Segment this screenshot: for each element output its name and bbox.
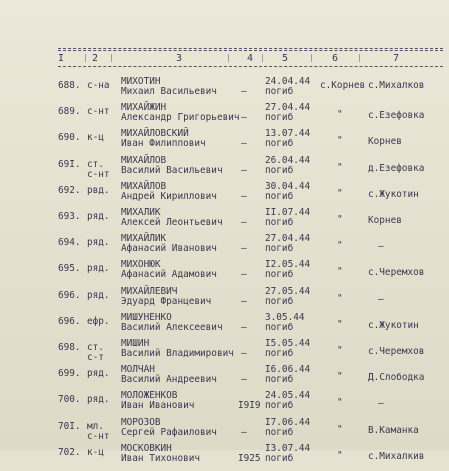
surname: МОЛОЖЕНКОВ — [121, 390, 178, 402]
death-date: 13.07.44 — [265, 128, 311, 140]
given-name-patronymic: Василий Андреевич — [121, 374, 217, 386]
record-number: 688. — [58, 80, 81, 91]
table-row — [0, 128, 449, 156]
fate-status: погиб — [265, 348, 294, 359]
column-header-1: I — [58, 53, 65, 64]
military-rank: ефр. — [87, 315, 110, 327]
column-header-7: 7 — [393, 53, 400, 64]
surname: МИХАЙЛОВ — [121, 154, 167, 166]
given-name-patronymic: Василий Васильевич — [121, 164, 223, 176]
given-name-patronymic: Иван Иванович — [121, 400, 195, 412]
fate-status: погиб — [265, 164, 294, 176]
surname: МИХОТИН — [121, 76, 161, 87]
surname: МИХОНЮК — [121, 259, 161, 271]
burial-village: Корнев — [368, 215, 402, 226]
burial-village: – — [378, 293, 384, 305]
death-date: II.07.44 — [265, 207, 311, 218]
table-rule-top — [58, 48, 443, 49]
death-date: I7.06.44 — [265, 416, 311, 428]
military-rank: ст. — [87, 342, 104, 353]
table-row — [0, 233, 449, 261]
record-number: 696. — [58, 315, 81, 327]
given-name-patronymic: Василий Алексеевич — [121, 321, 223, 333]
surname: МОЛЧАН — [121, 364, 155, 376]
record-number: 696. — [58, 289, 81, 301]
table-row — [0, 181, 449, 209]
column-separator — [228, 54, 229, 62]
given-name-patronymic: Андрей Кириллович — [121, 190, 217, 202]
fate-status: погиб — [265, 400, 294, 412]
surname: МИШУНЕНКО — [121, 311, 172, 323]
column-separator — [85, 54, 86, 62]
table-rule-top-2 — [58, 50, 443, 51]
military-rank: с-на — [87, 80, 110, 91]
burial-village: – — [378, 241, 384, 253]
table-rule-header-bottom — [58, 66, 443, 67]
fate-status: погиб — [265, 243, 294, 255]
empty-column-dash: – — [241, 217, 247, 228]
birth-year: I9I9 — [238, 400, 261, 412]
empty-column-dash: – — [241, 190, 247, 202]
given-name-patronymic: Александр Григорьевич — [121, 112, 240, 124]
empty-column-dash: – — [241, 112, 247, 124]
table-row — [0, 417, 449, 445]
military-rank: ряд. — [87, 237, 110, 249]
empty-column-dash: – — [241, 269, 247, 281]
column-header-6: 6 — [332, 53, 339, 64]
empty-column-dash: – — [241, 295, 247, 307]
burial-village: с.Михалков — [368, 80, 425, 91]
record-number: 700. — [58, 394, 81, 406]
burial-village: с.Черемхов — [368, 267, 425, 279]
death-date: 27.05.44 — [265, 285, 311, 297]
military-rank-line-2: с-нт — [87, 430, 110, 442]
surname: МИХАЙЛЕВИЧ — [121, 285, 178, 297]
record-number: 699. — [58, 368, 81, 380]
surname: МИХАЙЖИН — [121, 102, 167, 114]
death-date: I2.05.44 — [265, 259, 311, 271]
burial-village: В.Каманка — [368, 424, 419, 436]
table-row — [0, 312, 449, 340]
burial-place: " — [337, 161, 343, 173]
death-date: 3.05.44 — [265, 311, 305, 323]
death-date: 27.04.44 — [265, 102, 311, 114]
military-rank: к-ц — [87, 446, 104, 458]
table-row — [0, 207, 449, 235]
empty-column-dash: – — [241, 164, 247, 176]
empty-column-dash: – — [241, 86, 247, 97]
military-rank-line-2: с-т — [87, 352, 104, 363]
table-row — [0, 102, 449, 130]
fate-status: погиб — [265, 452, 294, 464]
burial-place: " — [337, 292, 343, 304]
column-separator — [311, 54, 312, 62]
empty-column-dash: – — [241, 243, 247, 255]
given-name-patronymic: Иван Тихонович — [121, 452, 201, 464]
given-name-patronymic: Алексей Леонтьевич — [121, 217, 223, 228]
death-date: I3.07.44 — [265, 442, 311, 454]
death-date: I5.05.44 — [265, 338, 311, 349]
burial-village: с.Черемхов — [368, 346, 425, 357]
record-number: 694. — [58, 237, 81, 249]
military-rank: ряд. — [87, 289, 110, 301]
column-header-3: 3 — [176, 53, 183, 64]
burial-place: " — [337, 423, 343, 435]
column-separator — [111, 54, 112, 62]
military-rank: ряд. — [87, 211, 110, 222]
surname: МИХАЙЛОВСКИЙ — [121, 128, 189, 140]
military-rank-line-2: с-нт — [87, 168, 110, 180]
fate-status: погиб — [265, 295, 294, 307]
fate-status: погиб — [265, 269, 294, 281]
table-row — [0, 364, 449, 392]
death-date: 24.05.44 — [265, 390, 311, 402]
table-row — [0, 286, 449, 314]
given-name-patronymic: Эдуард Францевич — [121, 295, 212, 307]
military-rank: мл. — [87, 420, 104, 432]
record-number: 690. — [58, 132, 81, 144]
table-row — [0, 338, 449, 366]
fate-status: погиб — [265, 86, 294, 97]
burial-place: " — [337, 266, 343, 278]
column-header-5: 5 — [282, 53, 289, 64]
empty-column-dash: – — [241, 138, 247, 150]
burial-village: Корнев — [368, 136, 402, 148]
burial-village: Д.Слободка — [368, 372, 425, 384]
column-header-4: 4 — [247, 53, 254, 64]
burial-place: " — [337, 109, 343, 121]
burial-village: – — [378, 398, 384, 410]
death-date: 30.04.44 — [265, 180, 311, 192]
column-separator — [262, 54, 263, 62]
military-rank: с-нт — [87, 106, 110, 118]
empty-column-dash: – — [241, 321, 247, 333]
given-name-patronymic: Афанасий Иванович — [121, 243, 217, 255]
column-separator — [359, 54, 360, 62]
record-number: 692. — [58, 184, 81, 196]
table-row — [0, 155, 449, 183]
record-number: 689. — [58, 106, 81, 118]
military-rank: рвд. — [87, 184, 110, 196]
empty-column-dash: – — [241, 348, 247, 359]
military-rank: ряд. — [87, 394, 110, 406]
given-name-patronymic: Василий Владимирович — [121, 348, 234, 359]
burial-place: " — [337, 449, 343, 461]
birth-year: I925 — [238, 452, 261, 464]
given-name-patronymic: Сергей Рафаилович — [121, 426, 217, 438]
given-name-patronymic: Михаил Васильевич — [121, 86, 217, 97]
fate-status: погиб — [265, 190, 294, 202]
empty-column-dash: – — [241, 374, 247, 386]
death-date: I6.06.44 — [265, 364, 311, 376]
fate-status: погиб — [265, 321, 294, 333]
military-rank: ряд. — [87, 368, 110, 380]
fate-status: погиб — [265, 374, 294, 386]
record-number: 70I. — [58, 420, 81, 432]
military-rank: к-ц — [87, 132, 104, 144]
record-number: 702. — [58, 446, 81, 458]
record-number: 69I. — [58, 158, 81, 170]
surname: МИХАЙЛОВ — [121, 180, 167, 192]
burial-place: " — [337, 397, 343, 409]
table-row — [0, 443, 449, 471]
fate-status: погиб — [265, 112, 294, 124]
burial-place: " — [337, 240, 343, 252]
fate-status: погиб — [265, 217, 294, 228]
surname: МИХАЙЛИК — [121, 233, 167, 245]
military-rank: ряд. — [87, 263, 110, 275]
military-rank: ст. — [87, 158, 104, 170]
burial-place: с.Корнев — [320, 80, 366, 91]
death-date: 24.04.44 — [265, 76, 311, 87]
fate-status: погиб — [265, 138, 294, 150]
burial-place: " — [337, 371, 343, 383]
table-row — [0, 259, 449, 287]
page-fold-line — [0, 36, 449, 38]
column-header-2: 2 — [92, 53, 99, 64]
record-number: 693. — [58, 211, 81, 222]
surname: МИШИН — [121, 338, 150, 349]
burial-village: с.Езефовка — [368, 110, 425, 122]
table-row — [0, 76, 449, 104]
record-number: 695. — [58, 263, 81, 275]
burial-village: с.Жукотин — [368, 188, 419, 200]
surname: МОРОЗОВ — [121, 416, 161, 428]
burial-village: д.Езефовка — [368, 162, 425, 174]
burial-place: " — [337, 214, 343, 225]
surname: МОСКОВКИН — [121, 442, 172, 454]
death-date: 27.04.44 — [265, 233, 311, 245]
death-date: 26.04.44 — [265, 154, 311, 166]
burial-place: " — [337, 318, 343, 330]
burial-place: " — [337, 187, 343, 199]
table-row — [0, 390, 449, 418]
surname: МИХАЛИК — [121, 207, 161, 218]
burial-village: с.Жукотин — [368, 319, 419, 331]
burial-place: " — [337, 345, 343, 356]
burial-place: " — [337, 135, 343, 147]
empty-column-dash: – — [241, 426, 247, 438]
record-number: 698. — [58, 342, 81, 353]
fate-status: погиб — [265, 426, 294, 438]
given-name-patronymic: Афанасий Адамович — [121, 269, 217, 281]
burial-village: с.Михалкив — [368, 450, 425, 462]
given-name-patronymic: Иван Филиппович — [121, 138, 206, 150]
